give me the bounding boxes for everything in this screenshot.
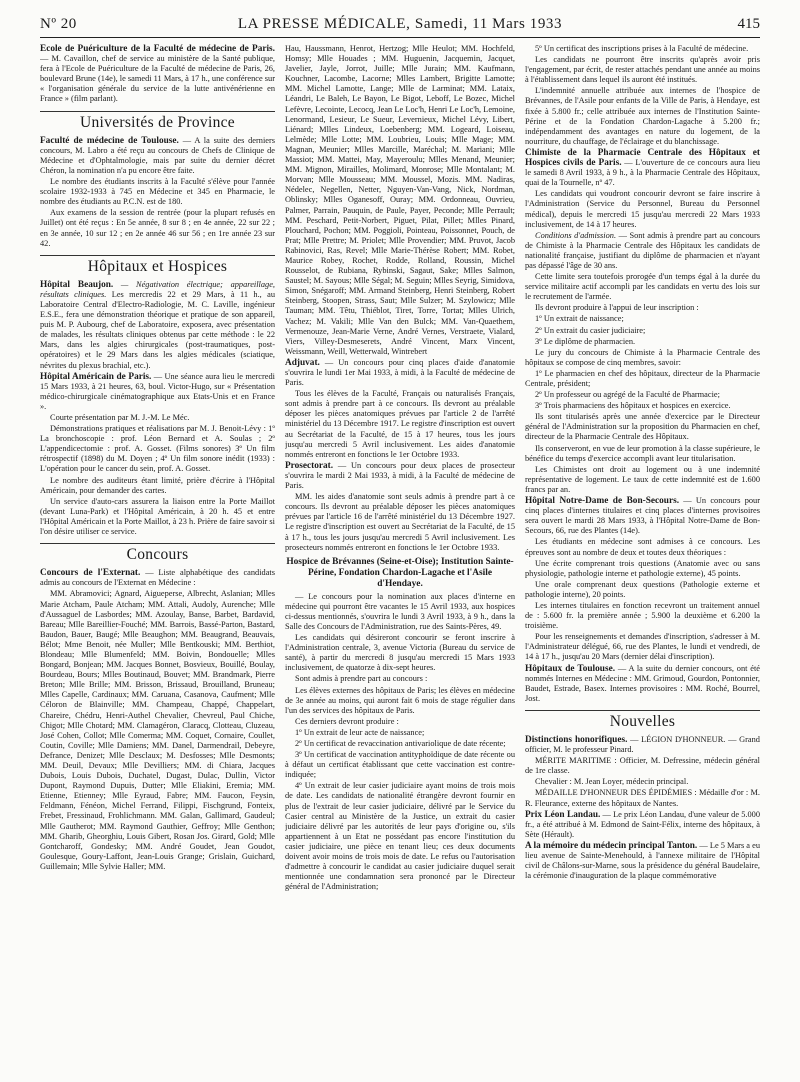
article-text: — Un concours pour deux places de prosecteur s'ouvrira le mardi 2 Mai 1933, à midi, à la Faculté de médecine de Paris. (285, 460, 515, 491)
article-heading: Ecole de Puériculture de la Faculté de médecine de Paris. (40, 44, 275, 54)
paragraph: Ils sont titularisés après une année d'exercice par le Directeur général de l'Administration sur la proposition du Pharmacien en chef, directeur de la Pharmacie Centrale des Hôpitaux. (525, 412, 760, 442)
paragraph: Ils conserveront, en vue de leur promotion à la classe supérieure, le bénéfice du temps d'exercice accompli avant leur titularisation. (525, 443, 760, 463)
article-heading: Chimiste de la Pharmacie Centrale des Hôpitaux et Hospices civils de Paris. (525, 147, 760, 169)
article-heading: Hôpital Américain de Paris. (40, 371, 152, 382)
paragraph: Les élèves externes des hôpitaux de Paris; les élèves en médecine de 3e année au moins, qui auront fait 6 mois de stage régulier dans l'un des services des hôpitaux de Paris. (285, 685, 515, 715)
article-text: — LÉGION D'HONNEUR. — Grand officier, M. le professeur Pinard. (525, 735, 760, 755)
article-text: — M. Cavaillon, chef de service au ministère de la Santé publique, fera à l'Ecole de Puériculture de la Faculté de médecine de Paris, 26, boulevard Brune (14e), le samedi 11 Mars, à 17 h., une conférence sur « l'organisation générale du service de la lutte antivénérienne en France » (film parlant). (40, 54, 275, 104)
journal-title: LA PRESSE MÉDICALE, Samedi, 11 Mars 1933 (237, 16, 563, 32)
article-ecole-puericulture (40, 44, 275, 105)
article-text: — A la suite du dernier concours, ont été nommés Internes en Médecine : MM. Grimoud, Gourdon, Pontonnier, Baudet, Estrade, Basex. Internes provisoires : MM. Roché, Bourrel, Jost. (525, 663, 760, 703)
paragraph: 1º Un extrait de naissance; (535, 314, 624, 324)
article-heading: Hôpital Beaujon. (40, 279, 114, 290)
paragraph: 3º Trois pharmaciens des hôpitaux et hospices en exercice. (535, 401, 731, 411)
paragraph: MM. les aides d'anatomie sont seuls admis à prendre part à ce concours. Ils devront au préalable déposer les pièces anatomiques prévues par l'article 16 de l'arrêté ministériel du 13 Décembre 1927. Le registre d'inscription est ouvert au Secrétariat de la Faculté, de 15 à 17 h., tous les jours jusqu'au mercredi 5 Avril inclusivement. Les prosecteurs nommés entreront en fonctions le 1er Octobre 1933. (285, 492, 515, 552)
section-title-universites: Universités de Province (80, 113, 235, 131)
article-heading-brevannes: Hospice de Brévannes (Seine-et-Oise); Institution Sainte-Périne, Fondation Chardon-Lagache et l'Asile d'Hendaye. (286, 556, 514, 589)
issue-number: Nº 20 (40, 16, 77, 32)
paragraph: — Le concours pour la nomination aux places d'interne en médecine qui pourront être vacantes le 15 Avril 1933, aux hospices ci-dessus mentionnés, s'ouvrira le lundi 3 Avril 1933, à 9 h., dans la Salle des Concours de l'Administration, rue des Saints-Pères, 49. (285, 591, 515, 631)
page-header (40, 14, 760, 38)
paragraph: Tous les élèves de la Faculté, Français ou naturalisés Français, sont admis à prendre part à ce concours. Ils devront au préalable déposer les pièces anatomiques prévues par l'article 2 de l'arrêté ministériel du 13 Décembre 1917. Le registre d'inscription est ouvert au Secrétariat de la Faculté, de 15 à 17 heures, tous les jours jusqu'au mercredi 5 Avril inclusivement. Les aides d'anatomie nommés entreront en fonctions le 1er Octobre 1933. (285, 389, 515, 459)
divider (525, 710, 760, 711)
paragraph: Cette limite sera toutefois prorogée d'un temps égal à la durée du service militaire actif accompli par les candidats en vertu des lois sur le recrutement de l'armée. (525, 272, 760, 302)
article-heading: Hôpitaux de Toulouse. (525, 663, 616, 674)
divider (40, 111, 275, 112)
paragraph: Ils devront produire à l'appui de leur inscription : (535, 303, 699, 313)
paragraph: Chevalier : M. Jean Loyer, médecin principal. (535, 777, 689, 787)
article-text: — L'ouverture de ce concours aura lieu le samedi 8 Avril 1933, à 9 h., à la Pharmacie Centrale des Hôpitaux, quai de la Tournelle, nº 47. (525, 158, 760, 188)
article-adjuvat (285, 358, 515, 388)
article-tanton (525, 841, 760, 881)
candidate-list-continued: Hau, Haussmann, Henrot, Hertzog; Mlle Heulot; MM. Hochfeld, Homsy; Mlle Houades ; MM. Huguenin, Jacquemin, Jacquet, Javelier, Jayle, Jorrot, Juille; Mlle Jurain; MM. Kaufmann, Kouchner, Lacombe, Lacorne; Mlles Lambert, Brigitte Lamotte; MM. Michel Lamotte, Lange; Mlle de Larminat; MM. Lataix, Léandri, Le Baleh, Le Bayon, Le Bigot, Leboff, Le Bozec, Michel Lefèvre, Lecointe, Lecocq, Jean Le Loc'h, Henri Le Loc'h, Lemoine, Lenormand, Lesieur, Le Sueur, Levernieux, Michel Lévy, Libert, Liénard; Mlles Lindeux, Loebenberg; MM. Logeard, Loiseau, Lelmède; Mlle Lotte; MM. Loubrieu, Louis; Mlle Mage; MM. Magnan, Meunier; Mlles Marcille, Maréchal; M. Mariani; Mlle Massiot; MM. Mattei, May, Mayeroulu; Mlles Menand, Meunier; MM. Mignon, Mirailles, Molimard, Monrose; Mlle Montalant; M. Morvan; Mlle Mousseau; MM. Moussel, Mozis. MM. Nadiras, Nédelec, Negellen, Netter, Nguyen-Van-Vang, Nick, Nordman, Oblinsky; Mlles Oganesoff, Ouray; MM. Ordonneau, Ouvrieu, Palmer, Parrain, Pauquin, de Paule, Payer, Peconde; Mlle Perrault; MM. Peschard, Petit-Norbert, Piguet, Pilat, Pillet; Mlles Pinard, Plouchard, Pochon; MM. Poggioli, Pointeau, Poissonnet, Pouch, de Prat; Mlle Prettre; M. Priolet; Mlle Provendier; MM. Pruvot, Jacob Rabinovici, Ras, Revel; Mlle Marie-Thérèse Robert; MM. Robet, Maurice Robey, Rochet, Rodde, Rolland, Roussin, Michel Rousselot, de Rubiana, Rybinski, Sagaut, Sake; Mlles Salmon, Saustel; M. Sayous; Mlle Ségal; M. Seguin; Mlles Seyrig, Simidova, Simon, Snégaroff; MM. Armand Steinberg, Henri Steinberg, Robert Steinberg, Stoopen, Strass, Saut; Mlle Sulzer; M. Szylowicz; Mlle Tauman; MM. Têtu, Thiéblot, Tiret, Torre, Tortat; Mlles Ulrich, Vachez; M. Vakili; Mlle Van den Bulck; MM. Van-Quaethem, Vermenouze, Jean-Marie Verne, André Vernes, Verstraete, Vialard, Viers, Villey-Desmeserets, André Vincent, Marx Vincent, Weissmann, Weill, Wetterwald, Wintrebert (285, 44, 515, 356)
paragraph: Les Chimistes ont droit au logement ou à une indemnité représentative de logement. Le taux de cette indemnité est de 1.600 francs par an. (525, 464, 760, 494)
paragraph: Le nombre des auditeurs étant limité, prière d'écrire à l'Hôpital Américain, pour demander des cartes. (40, 475, 275, 495)
article-prosectorat (285, 461, 515, 491)
article-heading: Hôpital Notre-Dame de Bon-Secours. (525, 496, 680, 507)
paragraph: Les candidats qui désireront concourir se feront inscrire à l'Administration centrale, 3, avenue Victoria (Bureau du service de santé), à partir du mercredi 8 jusqu'au mercredi 15 Mars 1933 inclusivement, de quatorze à dix-sept heures. (285, 633, 515, 673)
paragraph: Les internes titulaires en fonction recevront un traitement annuel de : 5.600 fr. la première année ; 5.900 la deuxième et 6.200 la troisième. (525, 600, 760, 631)
article-bon-secours (525, 496, 760, 536)
paragraph: Les candidats ne pourront être inscrits qu'après avoir pris l'engagement, par écrit, de rester attachés pendant une année au moins à l'établissement dans lequel ils auront été institués. (525, 55, 760, 85)
paragraph: Une écrite comprenant trois questions (Anatomie avec ou sans physiologie, pathologie interne et pathologie externe), 45 points. (525, 558, 760, 578)
article-text: — Une séance aura lieu le mercredi 15 Mars 1933, à 21 heures, 63, boul. Victor-Hugo, sur « Présentation médico-chirurgicale cinématographique aux Etats-Unis et en France ». (40, 371, 275, 411)
article-heading: A la mémoire du médecin principal Tanton. (525, 840, 698, 851)
paragraph: Ces derniers devront produire : (295, 716, 399, 726)
paragraph: Une orale comprenant deux questions (Pathologie externe et pathologie interne), 20 points. (525, 579, 760, 599)
article-heading: Distinctions honorifiques. (525, 735, 628, 745)
paragraph: Pour les renseignements et demandes d'inscription, s'adresser à M. l'Administrateur délégué, 66, rue des Plantes, le lundi et vendredi, de 14 à 17 h., jusqu'au 20 Mars (dernier délai d'inscription). (525, 632, 760, 662)
paragraph: 2º Un professeur ou agrégé de la Faculté de Pharmacie; (535, 390, 720, 400)
candidate-list: MM. Abramovici; Agnard, Aigueperse, Albrecht, Aslanian; Mlles Marie Atcham, Paule Atcham; MM. Attali, Audoly, Aurenche; Mlle d'Aussaguel de Lasbordes; MM. Azoulay, Banse, Barbet, Bardavid, Bareau; Mlle Bareillier-Fouché; MM. Barrois, Bassé-Parton, Bastard, Baudon, Bauer, Baugé; Mlle Beaughon; MM. Beaugrand, Beauvais, Bélot; Mme Benoit, née Muller; Mlle Bentkouski; MM. Berthiot, Blondeau; Mlle Blumenfeld; MM. Boivin, Bondouelle; Mlles Bongard, Bonjean; MM. Jacques Bonnet, Bosvieux, Bouillé, Boulay, Bourdeau, Bours; Mlles Boutinaud, Bouvet; MM. Brandmark, Pierre Breton; Mlle Brille; MM. Brisson, Brissaud, Brouilland, Bruneau; Mlles Capelle, Cardinaux; MM. Caruana, Casanova, Caufment; Mlle Céloron de Blainville; MM. Champeau, Chappé, Chappelart, Chareire, Chédru, Henri-Authel Chevalier, Chevreul, Paul Chiche, Chigot; Mlle Chotard; MM. Clamagéron, Claracq, Clotteau, Cluzeau, José Cohen, Collot; Mlle Comerma; MM. Coquet, Cornaire, Coullet, Coutin, Coville; Mlle Damiens; MM. Danel, Darmendrail, Debeyre, Defrance, Denizet; Mlle Desclaux; M. Desfosses; Mlle Desmonts; MM. Deuil, Devaux; Mlle Devilliers; MM. di Chiara, Jacques Dubois, Louis Dubois, Duchatel, Dugast, Dulac, Dullin, Victor Dupont, Raymond Dupuis, Dutter; Mlle Eliakini, Eremia; MM. Etienne, Etienney; Mlle Eyraud, Fabre; MM. Faucon, Feysin, Feldmann, Fénéon, Michel Ferrand, Filippi, Fischgrund, Fonteix, Frebet, Fressinaud, Frohlichmann. MM. Galan, Gallimard, Gaudeul; Mlle Gautherot; MM. Raymond Gauthier, Geffroy; Mlle Genthon; MM. Gharib, Gheorghiu, Louis Gibert, Rosan Jos. Girard, Gold; Mlle Gontcharoff, Gondesky; MM. André Goudet, Jean Goudot, Goulesque, Goury-Laffont, Jean-Louis Grange; Grislain, Guichard, Guillemain; Mlle Sylvie Haller; MM. (40, 589, 275, 871)
paragraph: Aux examens de la session de rentrée (pour la plupart refusés en Juillet) ont été reçus : En 5e année, 8 sur 8 ; en 4e année, 22 sur 22 ; en 3e année, 10 sur 12 ; en 2e année 46 sur 56 ; en 1re année 23 sur 42. (40, 208, 275, 248)
paragraph: MÉRITE MARITIME : Officier, M. Defressine, médecin général de 1re classe. (525, 756, 760, 776)
paragraph: Sont admis à prendre part au concours : (295, 674, 428, 684)
paragraph: 4º Un extrait de leur casier judiciaire ayant moins de trois mois de date. Les candidats de nationalité étrangère devront fournir en plus de l'extrait de leur casier judiciaire, délivré par le Service du Casier central au Ministère de la Justice, un extrait du casier judiciaire délivré par les autorités de leur pays d'origine ou, s'ils appartiennent à un Etat ne possédant pas encore l'institution du casier judiciaire, une pièce en tenant lieu; ces deux documents doivent avoir moins de trois mois de date. Le refus ou l'autorisation d'admettre à concourir le candidat au casier judiciaire duquel serait mentionnée une condamnation sera prononcé par le Directeur général de l'Administration; (285, 781, 515, 892)
section-title-hopitaux: Hôpitaux et Hospices (87, 257, 228, 275)
article-text: — Liste alphabétique des candidats admis au concours de l'Externat en Médecine : (40, 568, 275, 588)
paragraph: 1º Un extrait de leur acte de naissance; (295, 727, 425, 737)
section-title-concours: Concours (126, 546, 189, 564)
page-number: 415 (737, 16, 760, 32)
article-text: Les mercredis 22 et 29 Mars, à 11 h., au Laboratoire Central d'Electro-Radiologie, M. C. Laville, ingénieur E.S.E., fera une démonstration théorique et pratique de son appareil, puis M. P. Aubourg, chef de Laboratoire, exposera, avec présentation de malades, les résultats cliniques obtenus par cette méthode : le 22 Mars, dans les algies chirurgicales (post-traumatiques, post-opératoires) et le 29 Mars dans les algies médicales (sciatique, névrites du plexus brachial, etc.). (40, 289, 275, 370)
column-1 (40, 44, 275, 1064)
paragraph: Les candidats qui voudront concourir devront se faire inscrire à l'Administration (Service du Personnel, Bureau du Personnel médical), depuis le mercredi 15 jusqu'au mercredi 22 Mars 1933 inclusivement, de 14 à 17 heures. (525, 189, 760, 229)
column-3 (525, 44, 760, 1064)
article-text: — Le prix Léon Landau, d'une valeur de 5.000 fr., a été attribué à M. Edmond de Saint-Félix, interne des hôpitaux, à Sète (Hérault). (525, 809, 760, 839)
article-heading: Faculté de médecine de Toulouse. (40, 135, 179, 146)
paragraph (525, 231, 760, 271)
article-prix-landau (525, 810, 760, 840)
divider (40, 255, 275, 256)
article-text: — A la suite des derniers concours, M. Labro a été reçu au concours de Chefs de Clinique de Médecine et d'Ophtalmologie, mais par suite du dernier décret Chéron, la nomination n'a pu encore être faite. (40, 135, 275, 175)
paragraph: 5º Un certificat des inscriptions prises à la Faculté de médecine. (535, 44, 749, 53)
article-text: — Un concours pour cinq places d'internes titulaires et cinq places d'internes provisoires sera ouvert le mardi 28 Mars 1933, à l'Hôpital Notre-Dame de Bon-Secours, 66, rue des Plantes (14e). (525, 496, 760, 536)
article-toulouse-faculte (40, 136, 275, 176)
paragraph: 1º Le pharmacien en chef des hôpitaux, directeur de la Pharmacie Centrale, président; (525, 368, 760, 388)
paragraph: Les étudiants en médecine sont admises à ce concours. Les épreuves sont au nombre de deux et toutes deux théoriques : (525, 537, 760, 557)
article-heading: Adjuvat. (285, 357, 320, 368)
paragraph: 2º Un extrait du casier judiciaire; (535, 325, 646, 335)
article-text: — Le 5 Mars a eu lieu avenue de Sainte-Menehould, à l'annexe militaire de l'Hôpital civil de Châlons-sur-Marne, sous la présidence du général Baudelaire, la cérémonie d'inauguration de la plaque commémorative (525, 840, 760, 881)
paragraph: 3º Un certificat de vaccination antityphoïdique de date récente ou à défaut un certificat établissant que cette vaccination est contre-indiquée; (285, 750, 515, 780)
article-externat (40, 568, 275, 588)
article-subtitle: Conditions d'admission. (535, 230, 617, 240)
article-chimiste (525, 148, 760, 188)
article-heading: Prix Léon Landau. (525, 809, 601, 820)
article-distinctions (525, 735, 760, 755)
divider (40, 543, 275, 544)
paragraph: Un service d'auto-cars assurera la liaison entre la Porte Maillot (devant Luna-Park) et l'Hôpital Américain, à 20 h. 45 et entre l'Hôpital Américain et la Porte Maillot, à 23 h. Prière de faire savoir si l'on désire utiliser ce service. (40, 496, 275, 537)
article-text: — Un concours pour cinq places d'aide d'anatomie s'ouvrira le lundi 1er Mai 1933, à midi, à la Faculté de médecine de Paris. (285, 357, 515, 388)
paragraph: 2º Un certificat de revaccination antivariolique de date récente; (295, 739, 506, 748)
section-title-nouvelles: Nouvelles (609, 712, 676, 730)
paragraph: Le nombre des étudiants inscrits à la Faculté s'élève pour l'année scolaire 1932-1933 à 745 en Médecine et 345 en Pharmacie, le nombre des étudiants au P.C.N. est de 180. (40, 177, 275, 207)
article-hopitaux-toulouse (525, 664, 760, 704)
paragraph: Démonstrations pratiques et réalisations par M. J. Benoit-Lévy : 1º La bronchoscopie : prof. Léon Bernard et A. Soulas ; 2º L'appendicectomie : prof. A. Gosset. (Films sonores) 3º Un film rétrospectif (1898) du M. Doyen ; 4º Un film sonore inédit (1933) : L'opération pour le cancer du sein, prof. A. Gosset. (40, 424, 275, 474)
article-text: — Sont admis à prendre part au concours de Chimiste à la Pharmacie Centrale des Hôpitaux les candidats de nationalité française, justifiant du diplôme de pharmacien et n'ayant pas dépassé l'âge de 30 ans. (525, 230, 760, 270)
paragraph: L'indemnité annuelle attribuée aux internes de l'hospice de Brévannes, de l'Asile pour enfants de la Ville de Paris, à Hendaye, est fixée à 5.800 fr.; celle attribuée aux internes de l'Institution Sainte-Périne et de la Fondation Chardon-Lagache à 5.200 fr.; indépendamment des avantages en nature du logement, de la nourriture, du chauffage, de l'éclairage et du blanchissage. (525, 86, 760, 146)
article-heading: Prosectorat. (285, 460, 334, 471)
article-hopital-americain (40, 372, 275, 412)
paragraph: MÉDAILLE D'HONNEUR DES ÉPIDÉMIES : Médaille d'or : M. R. Fleurance, externe des hôpitaux de Nantes. (525, 788, 760, 808)
paragraph: Le jury du concours de Chimiste à la Pharmacie Centrale des hôpitaux se compose de cinq membres, savoir: (525, 347, 760, 367)
column-2 (285, 44, 515, 1064)
article-subtitle: — Négativation électrique; appareillage, résultats cliniques. (40, 279, 275, 299)
article-beaujon (40, 280, 275, 371)
paragraph: Courte présentation par M. J.-M. Le Méc. (50, 413, 190, 422)
paragraph: 3º Le diplôme de pharmacien. (535, 336, 636, 346)
article-heading: Concours de l'Externat. (40, 568, 141, 579)
